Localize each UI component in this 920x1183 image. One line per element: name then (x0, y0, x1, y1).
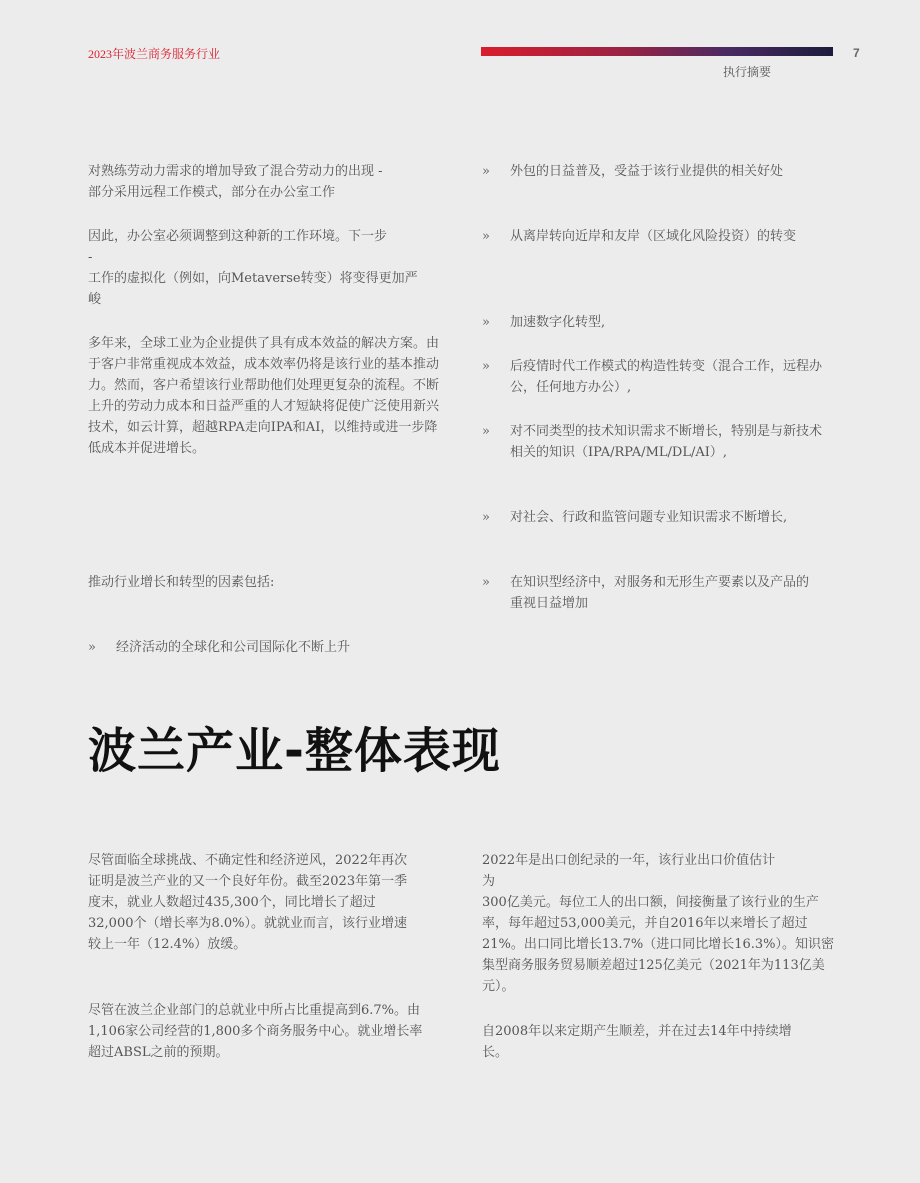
section-heading: 波兰产业-整体表现 (88, 723, 501, 779)
list-item-text: 外包的日益普及，受益于该行业提供的相关好处 (510, 164, 784, 179)
bullet-marker: » (482, 510, 490, 525)
paragraph-office-adjust: 因此，办公室必须调整到这种新的工作环境。下一步 - (88, 229, 388, 265)
list-item (88, 637, 440, 658)
bullet-marker: » (482, 359, 490, 374)
bullet-marker: » (88, 640, 96, 655)
report-title: 2023年波兰商务服务行业 (88, 47, 221, 61)
drivers-intro: 推动行业增长和转型的因素包括: (88, 575, 275, 590)
list-item-text: 对社会、行政和监管问题专业知识需求不断增长, (510, 510, 788, 525)
paragraph-export-value: 300亿美元。每位工人的出口额，间接衡量了该行业的生产率，每年超过53,000美元，并自2016年以来增长了超过21%。出口同比增长13.7%（进口同比增长16.3%）。知识密集型商务服务贸易顺差超过125亿美元（2021年为113亿美元）。 (482, 895, 834, 994)
paragraph-hybrid-workforce: 对熟练劳动力需求的增加导致了混合劳动力的出现 - 部分采用远程工作模式，部分在办公室工作 (88, 164, 383, 200)
bullet-marker: » (482, 575, 490, 590)
list-item (482, 161, 798, 182)
list-item (482, 421, 826, 463)
page-number: 7 (853, 46, 860, 60)
bullet-marker: » (482, 229, 490, 244)
paragraph-employment-share: 尽管在波兰企业部门的总就业中所占比重提高到6.7%。由1,106家公司经营的1,800多个商务服务中心。就业增长率超过ABSL之前的预期。 (88, 1003, 423, 1060)
list-item (482, 226, 810, 247)
list-item-text: 在知识型经济中，对服务和无形生产要素以及产品的重视日益增加 (510, 575, 810, 611)
list-item-text: 经济活动的全球化和公司国际化不断上升 (116, 640, 351, 655)
list-item (482, 507, 798, 528)
section-label: 执行摘要 (723, 65, 772, 79)
bullet-marker: » (482, 424, 490, 439)
bullet-marker: » (482, 164, 490, 179)
list-item-text: 对不同类型的技术知识需求不断增长，特别是与新技术相关的知识（IPA/RPA/ML/DL/AI）, (510, 424, 823, 460)
list-item (482, 572, 812, 614)
paragraph-surplus: 自2008年以来定期产生顺差，并在过去14年中持续增长。 (482, 1024, 792, 1060)
list-item (482, 312, 810, 333)
list-item-text: 从离岸转向近岸和友岸（区域化风险投资）的转变 (510, 229, 797, 244)
list-item-text: 后疫情时代工作模式的构造性转变（混合工作，远程办公，任何地方办公）, (510, 359, 823, 395)
paragraph-export-record: 2022年是出口创纪录的一年，该行业出口价值估计为 (482, 853, 776, 889)
header-gradient-bar (481, 47, 833, 56)
paragraph-cost-efficiency: 多年来，全球工业为企业提供了具有成本效益的解决方案。由于客户非常重视成本效益，成本效率仍将是该行业的基本推动力。然而，客户希望该行业帮助他们处理更复杂的流程。不断上升的劳动力成本和日益严重的人才短缺将促使广泛使用新兴技术，如云计算，超越RPA走向IPA和AI，以维持或进一步降低成本并促进增长。 (88, 336, 440, 456)
list-item-text: 加速数字化转型, (510, 315, 606, 330)
paragraph-virtualization: 工作的虚拟化（例如，向Metaverse转变）将变得更加严峻 (88, 271, 418, 307)
bullet-marker: » (482, 315, 490, 330)
paragraph-employment: 尽管面临全球挑战、不确定性和经济逆风，2022年再次证明是波兰产业的又一个良好年份。截至2023年第一季度末，就业人数超过435,300个，同比增长了超过32,000个（增长率为8.0%）。就就业而言，该行业增速较上一年（12.4%）放缓。 (88, 853, 408, 952)
list-item (482, 356, 826, 398)
